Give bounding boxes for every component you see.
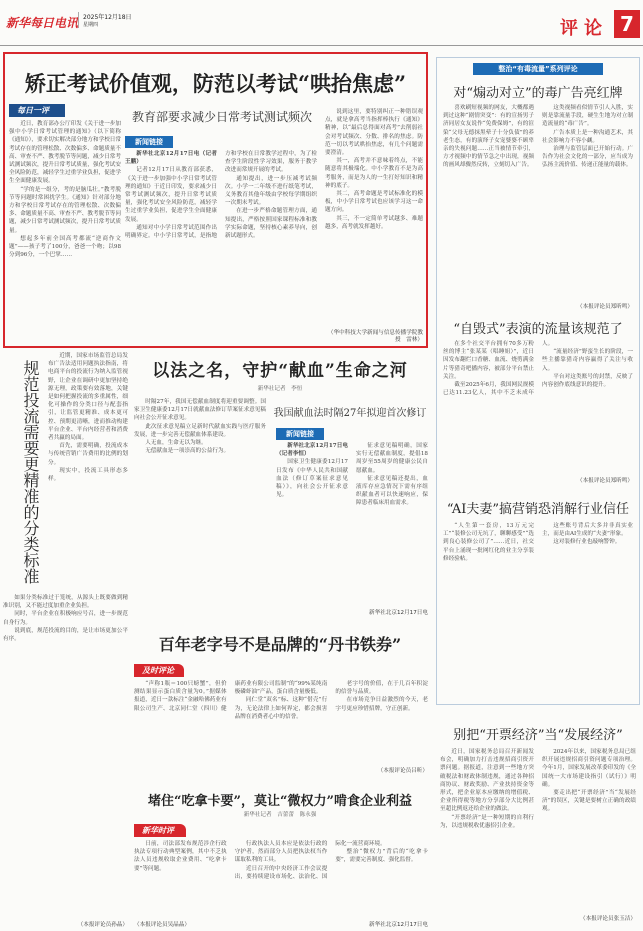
byline: 新华社记者 吉蕾蕾 陈永强	[243, 812, 317, 818]
dateline-end: 新华社北京12月17日电	[369, 610, 428, 616]
newspaper-logo: 新华每日电讯	[6, 16, 79, 30]
article-headline: 对“煽动对立”的毒广告亮红牌	[453, 86, 623, 101]
top-headline: 矫正考试价值观，防范以考试“哄抬焦虑”	[24, 71, 407, 96]
article-body: 近期，国家市场监管总局发布广告法适用问题执法指南，将电商平台的投流行为纳入监管视野，让企业在调研中更加坚持绝源无理，政策要有效落地，关键是如何把握投流的多重属性，细化可操作的分类口径与配套指引，让监管更精准、成本更可控、预期更清晰，进而推动构建平台企业、平台内经营者和消费者共赢的局面。 首先，需要明确，投流成本与传统营销广告费用的比例的划分。 现实中，投流工具形态多样。	[48, 353, 128, 483]
page-number: 7	[614, 10, 640, 38]
article-body: 喜欢刷短视频的网友，大概都遇到过这种“剧情突变”：有的宣扬男子济同居女友说作“免费保姆”，有的渲染“父母无德抹黑晕子十分负债”的养老生态，有的演绎子女宠婆婆不顾卑亲的失视问题……正当被情节牵引，方才视频中的情节急之中出现，视频的画风却骤然反转，立刻切入广告。 这类视频看似情节引人入胜，实则是靠流量手段，硬生生地为对立制造流量的“毒广告”。 广告本质上是一种沟通艺术，其社会影响力不容小觑。 治理与监管层面已开始行动。广告作为社会文化的一部分，应当成为弘扬主流价值、传递正能量的载体。	[443, 105, 633, 169]
article-headline: 别把“开票经济”当“发展经济”	[453, 728, 623, 743]
article-body: 在多个社交平台拥有70多万粉丝的博主“张某某（唱睡姐）”，近日因发布翻烂口香糖、血流、烧剪满金片等猎奇吧播内容，被部分平台禁止关注。 截至2025年6月，我国网民规模已达11.23亿人，其中不乏未成年人。 “流量经济”野蛮生长的阶段，一些主播靠猎奇内容赢得了关注与收入。 平台对这类账号的封禁，反映了内容创作底线意识的提升。	[443, 341, 633, 397]
top-story	[3, 52, 428, 348]
byline: 新华社记者 李恒	[257, 386, 303, 392]
article-body: “人生第一套房，13万元完工”“装修公司无坑了，聊聊感受”“选到良心装修公司了”……近日，社交平台上涌现一批网红化的业主分享装修经验帖。 这些账号背后大多并非真实业主，而是由AI生成的“夫妻”形象。 这对装修行业也敲响警钟。	[443, 523, 633, 562]
author-signature: （本报评论员郑昕鸣）	[577, 304, 633, 310]
commentary-body: 近日，教育部办公厅印发《关于进一步加强中小学日常考试管理的通知》（以下简称《通知》），要求切实解决部分地方和学校日常考试存在的管理松散、次数偏多、命题质量不高、审查不严、教考脱节等问题，减少日常考试测试频次，提升日常考试质量，强化考试安全风险防范，减轻学生过重学业负担，促进学生全面健康发展。 “学的是一组分，考的是脑瓜壮。”教考脱节等问题时常困扰学生。《通知》针对部分地方和学校日常考试存在的管理松散、次数偏多、命题质量不高、审查不严、教考脱节等问题，减少日常考试测试频次，提升日常考试质量。 想起多年前全国高考都流“逆商作文题”——孩子考了100分，爸爸一个吻；以98分到96分，一个巴掌……	[9, 121, 121, 259]
sub-headline: 我国献血法时隔27年拟迎首次修订	[273, 408, 427, 419]
article-headline: 堵住“吃拿卡要”，莫让“微权力”啃食企业利益	[148, 794, 412, 809]
issue-weekday: 星期四	[83, 22, 99, 28]
section-name: 评论	[560, 18, 608, 39]
masthead-divider	[78, 12, 79, 28]
article-body: “声称1瓶＝100只螃蟹”，但价测结果显示蛋白质含量为0。”据媒体报道，近日一款标注“金融哈佛药业有限公司生产、北京同仁堂（四川）健康药业有限公司监制”的“99%某纯南极磷虾油”产品，蛋白质含量极低。 同仁堂“双名”标、这种“借壳”行为，无论法律上如何界定，都会损害品牌在消费者心中的信誉。 老字号的价值，在于几百年积淀的信誉与品质。 在市场竞争日益激烈的今天，老字号更应珍惜招牌，守正创新。	[134, 681, 428, 720]
news-link-tag: 新闻链接	[276, 428, 324, 440]
masthead	[0, 0, 643, 46]
article-body: 日前，司法部发布规范涉企行政执法专项行动典型案例，其中不乏执法人员违规收取企业费用、“吃拿卡要”等问题。 行政执法人员本应是依法行政的守护者，然而部分人员把执法权当作谋取私利的工具。 近日召开的中央经济工作会议提出，要持续建设市场化、法治化、国际化一流营商环境。 整治“微权力”背后的“吃拿卡要”，需要完善制度、强化监督。	[134, 841, 428, 880]
column-tag: 每日一评	[9, 104, 65, 117]
column-tag: 及时评论	[134, 664, 184, 677]
issue-date: 2025年12月18日	[83, 14, 132, 21]
article-headline: “自毁式”表演的流量该规范了	[453, 322, 623, 337]
article-body: 近日，国家税务总局召开新闻发布会，明确加力打击违规招商引资开票问题。据报道，注意到一些地方突破税法和财政体制违规，通过各种招商协议、财政奖励、产业扶持资金等形式，把企业原本应缴纳的增值税、企业所得税等地方分享部分大比例甚至超比例返还给企业的做法。 “开票经济”是一种短期的自利行为，以违规税收优惠招引企业。 2024年以来，国家税务总局已组织开展违规招商引资问题专项治理。今年1月，国家发展改革委印发的《全国统一大市场建设指引（试行）》明确。 要走出把“开票经济”当“发展经济”的误区，关键是要树立正确的政绩观。	[440, 749, 636, 829]
news-body: 新华社北京12月17日电（记者李恒） 国家卫生健康委12月17日发布《中华人民共和国献血法（修订草案征求意见稿）》，向社会公开征求意见。 征求意见稿明确，国家实行无偿献血制度，提倡18周岁至55周岁的健康公民自愿献血。 征求意见稿还提出，血液库存应急情况下需有序组织献血者可以快速响应，保障患者临床用血需求。	[276, 443, 428, 507]
author-signature: （本报评论员孙晶）	[77, 922, 128, 928]
author-signature: （本报评论员吕昕）	[377, 768, 428, 774]
article-headline: 百年老字号不是品牌的“丹书铁券”	[158, 635, 402, 654]
author-signature: （华中科技大学新闻与信息传播学院教授 雷林）	[327, 330, 423, 343]
news-link-tag: 新闻链接	[125, 136, 173, 148]
article-body: 时隔27年，我国无偿献血制度将迎重要调整。国家卫生健康委12月17日就献血法修订草案征求意见稿向社会公开征求意见。 此次征求意见稿立足新时代献血实践与医疗服务发展，进一步完善无偿献血体系建设。 人无血，生命无以为继。 无偿献血是一项崇高的公益行为。	[134, 399, 266, 455]
sub-headline: 教育部要求减少日常考试测试频次	[131, 110, 312, 124]
news-body: 新华社北京12月17日电（记者王鹏） 记者12月17日从教育部获悉，《关于进一步加强中小学日常考试管理的通知》于近日印发，要求减少日常考试测试频次，提升日常考试质量，强化考试安全风险防范，减轻学生过重学业负担，促进学生全面健康发展。 通知对中小学日常考试范围作出明确界定。中小学日常考试，是指地方和学校在日常教学过程中，为了检查学生阶段性学习效果，服务于教学改进而常规开展的考试。 通知提出，进一步压减考试频次。小学一二年级不进行纸笔考试，义务教育其他年级由学校每学期组织一次期末考试。 在进一步严格命题管理方面，通知提出，严格按照国家课程标准和教学实际命题，坚持核心素养导向，创新试题形式。	[125, 151, 317, 240]
series-box	[436, 57, 640, 705]
article-headline: 以法之名，守护“献血”生命之河	[152, 361, 408, 381]
author-signature: （本报评论员郑昕鸣）	[577, 478, 633, 484]
dateline-end: 新华社北京12月17日电	[369, 922, 428, 928]
commentary-continued: 说到这里，要特别纠正一种错误观点，就是拿高考当指挥棒执行《通知》精神，以“最后总得面对高考”去削弱社会对考试频次、分数、排名的焦虑。防范一切以考试哄抬焦虑，有几个问题需要澄清。 其一，高考并不意味着终点，不能随意将其极端化。中小学教育不是为高考服务，而是为人的一生打好知识和精神的底子。 其二，高考命题是考试标准化的模板，中小学日常考试也应该学习这一命题方向。 其三，不一定简单考试越多、难题越多，高考就发挥越好。	[325, 109, 423, 230]
author-signature: （本报评论员吴晶晶）	[134, 922, 190, 928]
article-body-continued: 如果分类标准过于笼统，从源头上既要做到精准识别，又不能过度加重企业负担。 同时，平台企业在积极响应号召，进一步规范自身行为。 说到底，规范投流的目的，是让市场更加公平有序。	[3, 595, 128, 643]
vertical-headline: 规范投流需要更精准的分类标准	[21, 360, 40, 584]
column-tag: 新华时评	[134, 824, 186, 837]
series-tag: 整治“有毒流量”系列评论	[473, 63, 603, 75]
article-headline: “AI夫妻”搞营销恐消解行业信任	[446, 502, 630, 517]
author-signature: （本报评论员张玉洁）	[580, 916, 636, 922]
